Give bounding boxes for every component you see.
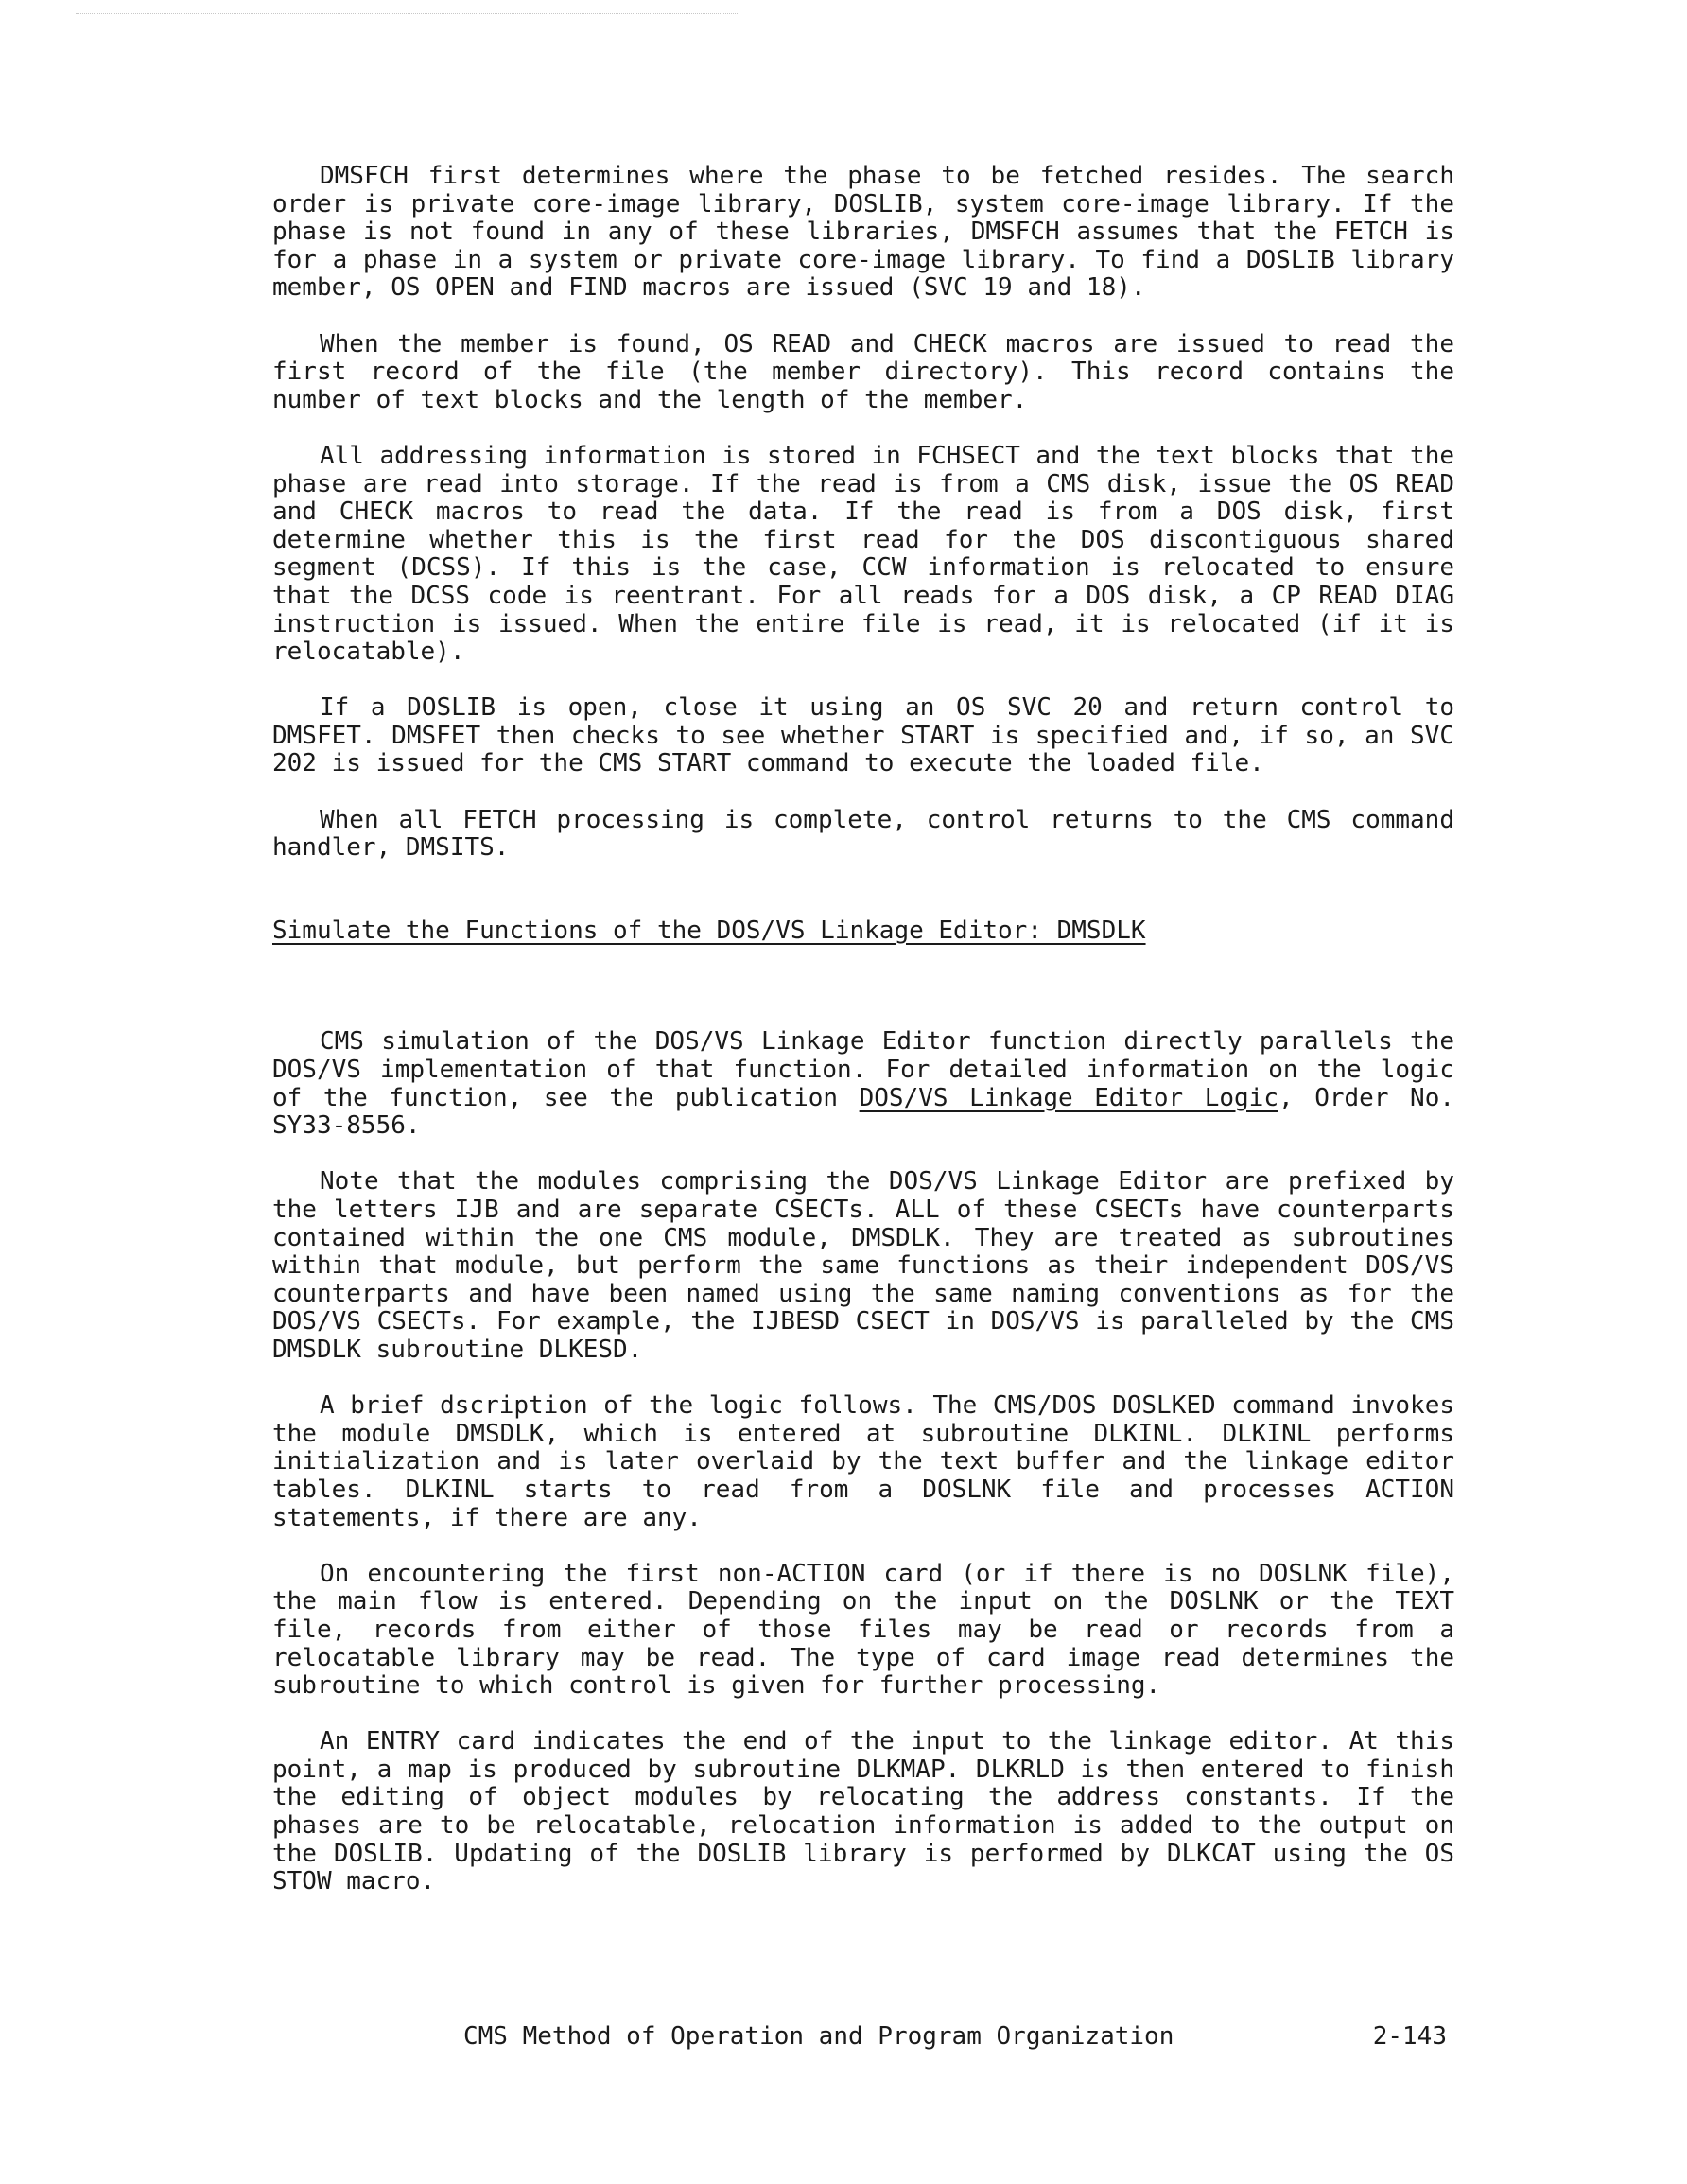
paragraph-logic-description: A brief dscription of the logic follows. The CMS/DOS DOSLKED command invokes the module DMSDLK, which is entered at subroutine DLKINL. DLKINL performs initialization and is later overlaid by the text buffer and the linkage editor tables. DLKINL starts to read from a DOSLNK file and processes ACTION statements, if there are any. [272,1391,1454,1532]
paragraph-member-found: When the member is found, OS READ and CHECK macros are issued to read the first record of the file (the member directory). This record contains the number of text blocks and the length of the member. [272,329,1454,414]
footer-title: CMS Method of Operation and Program Organization [463,2022,1174,2051]
section-heading: Simulate the Functions of the DOS/VS Linkage Editor: DMSDLK [272,916,1146,945]
scan-artifact [76,13,738,18]
ref-text-after: , Order No. SY33-8556. [272,1083,1455,1141]
paragraph-modules-prefixed: Note that the modules comprising the DOS/VS Linkage Editor are prefixed by the letters IJB and are separate CSECTs. ALL of these CSECTs have counterparts contained within the one CMS module, DMSDLK. They are treated as subroutines within that module, but perform the same functions as their independent DOS/VS counterparts and have been named using the same naming conventions as for the DOS/VS CSECTs. For example, the IJBESD CSECT in DOS/VS is paralleled by the CMS DMSDLK subroutine DLKESD. [272,1167,1454,1364]
ref-text-before: CMS simulation of the DOS/VS Linkage Editor function directly parallels the DOS/VS implementation of that function. For detailed information on the logic of the function, see the publication [272,1027,1454,1112]
body-text [272,163,1454,1924]
paragraph-cms-simulation [272,1028,1454,1140]
publication-title: DOS/VS Linkage Editor Logic [859,1083,1278,1112]
paragraph-entry-card: An ENTRY card indicates the end of the input to the linkage editor. At this point, a map is produced by subroutine DLKMAP. DLKRLD is then entered to finish the editing of object modules by relocating the address constants. If the phases are to be relocatable, relocation information is added to the output on the DOSLIB. Updating of the DOSLIB library is performed by DLKCAT using the OS STOW macro. [272,1727,1454,1896]
paragraph-doslib-close: If a DOSLIB is open, close it using an OS SVC 20 and return control to DMSFET. DMSFET then checks to see whether START is specified and, if so, an SVC 202 is issued for the CMS START command to execute the loaded file. [272,693,1454,778]
paragraph-dmsfch-search: DMSFCH first determines where the phase to be fetched resides. The search order is private core-image library, DOSLIB, system core-image library. If the phase is not found in any of these libraries, DMSFCH assumes that the FETCH is for a phase in a system or private core-image library. To find a DOSLIB library member, OS OPEN and FIND macros are issued (SVC 19 and 18). [272,162,1454,303]
page-number: 2-143 [1372,2022,1447,2051]
page-footer [463,2022,1447,2051]
paragraph-fetch-complete: When all FETCH processing is complete, control returns to the CMS command handler, DMSITS. [272,805,1454,863]
paragraph-addressing: All addressing information is stored in FCHSECT and the text blocks that the phase are read into storage. If the read is from a CMS disk, issue the OS READ and CHECK macros to read the data. If the read is from a DOS disk, first determine whether this is the first read for the DOS discontiguous shared segment (DCSS). If this is the case, CCW information is relocated to ensure that the DCSS code is reentrant. For all reads for a DOS disk, a CP READ DIAG instruction is issued. When the entire file is read, it is relocated (if it is relocatable). [272,441,1454,667]
paragraph-main-flow: On encountering the first non-ACTION card (or if there is no DOSLNK file), the main flow is entered. Depending on the input on the DOSLNK or the TEXT file, records from either of those files may be read or records from a relocatable library may be read. The type of card image read determines the subroutine to which control is given for further processing. [272,1559,1454,1701]
